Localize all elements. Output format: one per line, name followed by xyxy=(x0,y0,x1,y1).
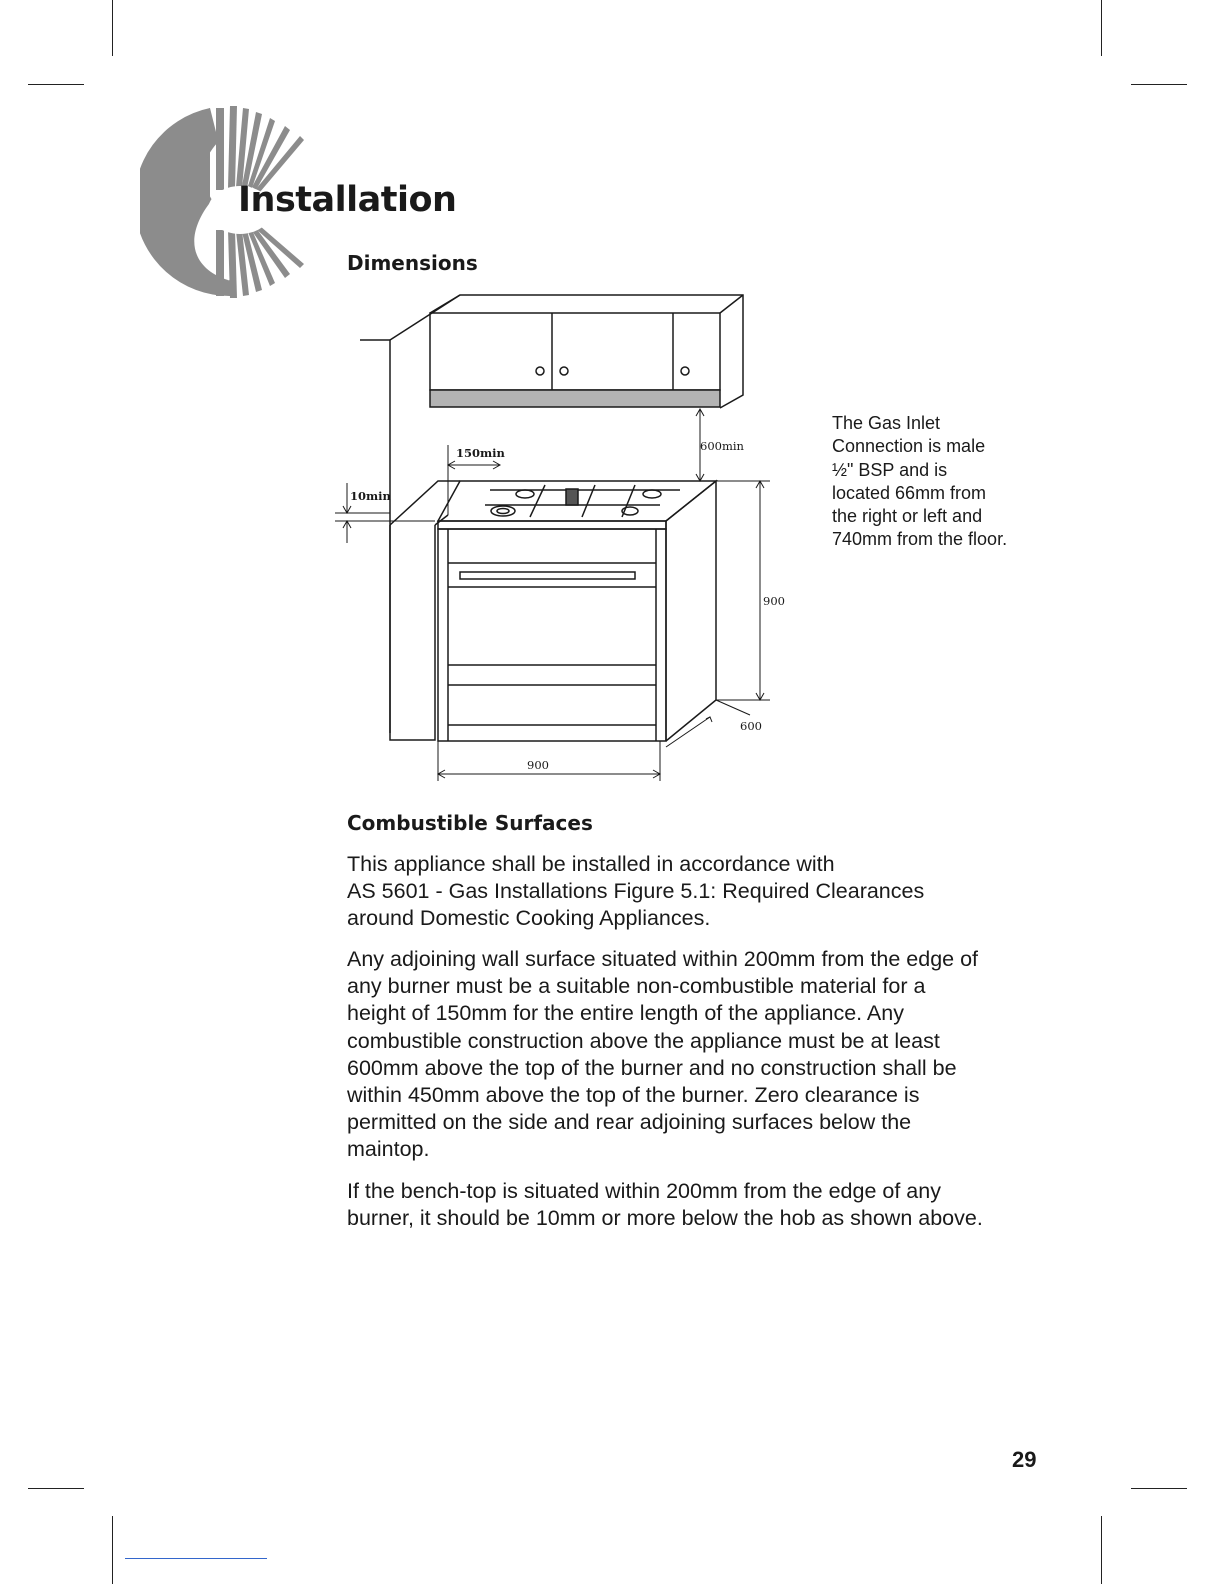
dimensions-heading: Dimensions xyxy=(347,251,478,275)
paragraph-line: within 450mm above the top of the burner. Zero clearance is xyxy=(347,1083,920,1108)
bottom-link-line xyxy=(125,1558,267,1559)
page-number: 29 xyxy=(1012,1447,1037,1472)
paragraph-line: any burner must be a suitable non-combustible material for a xyxy=(347,974,926,999)
crop-mark-bottom-right-vertical xyxy=(1101,1516,1102,1584)
paragraph-line: Any adjoining wall surface situated within 200mm from the edge of xyxy=(347,947,979,971)
crop-mark-top-right-vertical xyxy=(1101,0,1102,56)
paragraph-line: height of 150mm for the entire length of the appliance. Any xyxy=(347,1001,904,1026)
note-line: The Gas Inlet xyxy=(832,413,941,433)
paragraph-line: permitted on the side and rear adjoining surfaces below the xyxy=(347,1110,912,1135)
crop-mark-bottom-left-vertical xyxy=(112,1516,113,1584)
paragraph-line: If the bench-top is situated within 200mm from the edge of any xyxy=(347,1179,941,1203)
note-line: Connection is male xyxy=(832,436,986,457)
label-900-height: 900 xyxy=(763,594,785,608)
crop-mark-top-right-horizontal xyxy=(1131,84,1187,85)
oven-front xyxy=(438,529,666,741)
note-line: located 66mm from xyxy=(832,482,987,503)
range-hood-strip xyxy=(430,390,720,407)
label-600-depth: 600 xyxy=(740,719,762,733)
gas-inlet-note xyxy=(832,412,1062,552)
paragraph-line: around Domestic Cooking Appliances. xyxy=(347,906,711,931)
paragraph-1 xyxy=(347,851,1047,933)
paragraph-line: 600mm above the top of the burner and no construction shall be xyxy=(347,1055,957,1080)
crop-mark-bottom-right-horizontal xyxy=(1131,1488,1187,1489)
paragraph-line: combustible construction above the appliance must be at least xyxy=(347,1028,940,1053)
label-600min: 600min xyxy=(700,439,744,453)
crop-mark-top-left-vertical xyxy=(112,0,113,56)
wall-outline xyxy=(360,340,390,733)
label-150min: 150min xyxy=(456,446,505,460)
crop-mark-top-left-horizontal xyxy=(28,84,84,85)
bench-top xyxy=(390,525,435,740)
note-line: the right or left and xyxy=(832,506,983,527)
note-line: ½" BSP and is xyxy=(832,459,948,480)
crop-mark-bottom-left-horizontal xyxy=(28,1488,84,1489)
label-900-width: 900 xyxy=(527,758,549,772)
combustible-heading: Combustible Surfaces xyxy=(347,811,593,835)
paragraph-line: maintop. xyxy=(347,1137,430,1162)
page-title: Installation xyxy=(238,180,457,220)
installation-diagram xyxy=(330,285,810,790)
wall-cabinet xyxy=(430,313,720,390)
paragraph-line: This appliance shall be installed in accordance with xyxy=(347,852,835,876)
label-10min: 10min xyxy=(350,489,391,503)
paragraph-line: burner, it should be 10mm or more below the hob as shown above. xyxy=(347,1206,983,1231)
paragraph-line: AS 5601 - Gas Installations Figure 5.1: Required Clearances xyxy=(347,879,925,904)
paragraph-2 xyxy=(347,946,1047,1164)
note-line: 740mm from the floor. xyxy=(832,529,1008,550)
paragraph-3 xyxy=(347,1178,1047,1232)
